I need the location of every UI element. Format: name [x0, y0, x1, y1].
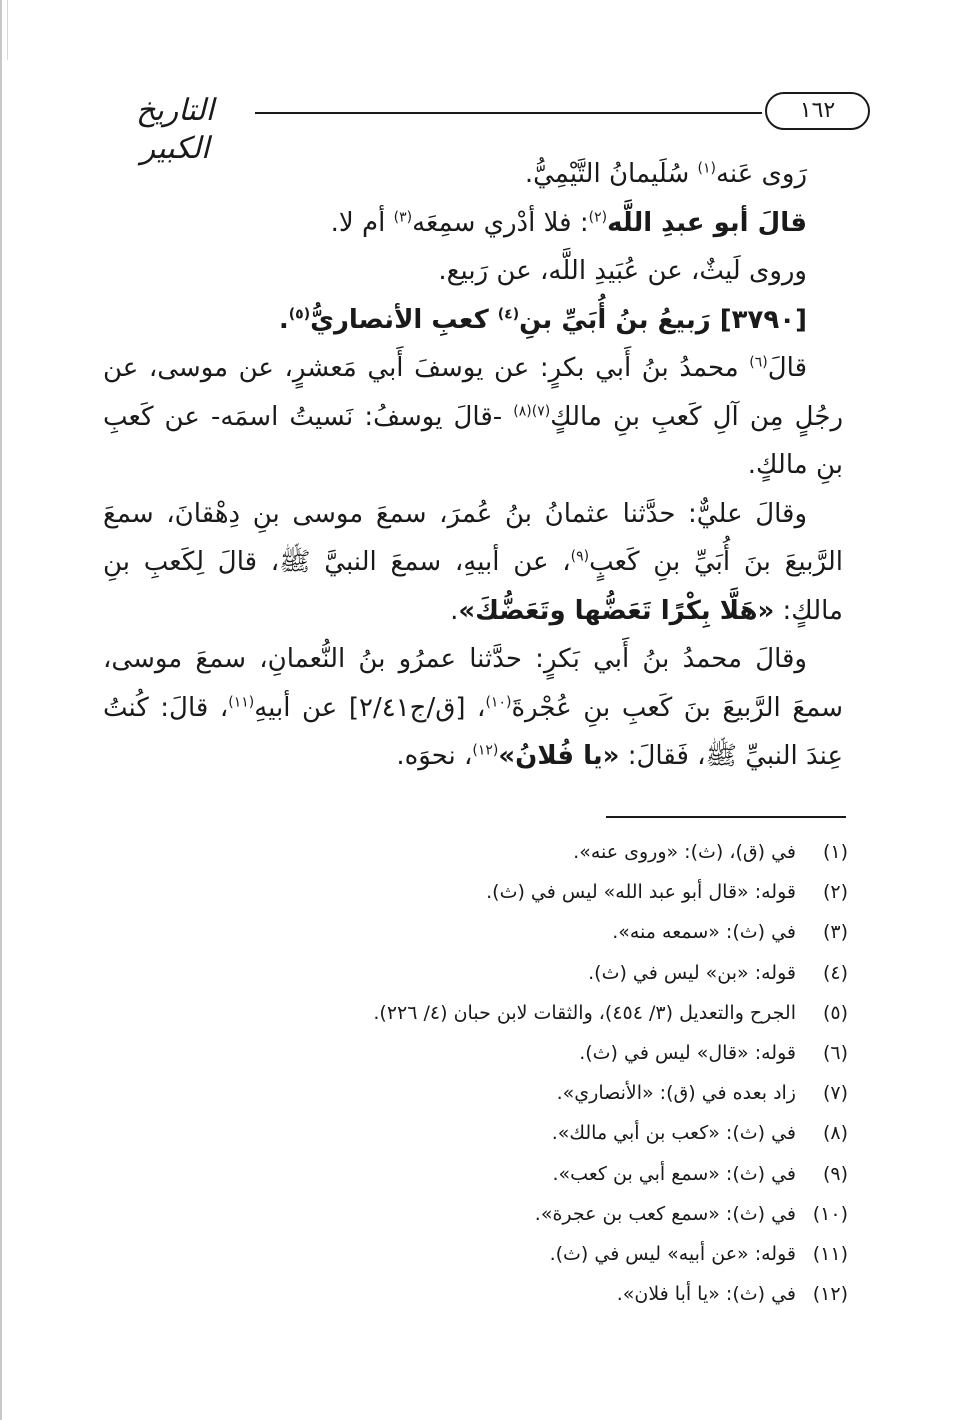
scan-edge-line-secondary	[7, 0, 8, 60]
footnote-item: (٨)في (ث): «كعب بن أبي مالك».	[551, 1122, 848, 1145]
paragraph-6: وقالَ عليٌّ: حدَّثنا عثمانُ بنُ عُمرَ، سمعَ موسى بنِ دِهْقانَ، سمعَ الرَّبيعَ بنَ أُبَيِّ بنِ كَعبٍ$^{(٩)}$، عن أبيهِ، سمعَ النبيَّ ﷺ، قالَ لِكَعبِ بنِ مالكٍ: «هَلَّا بِكْرًا تَعَضُّها وتَعَضُّكَ».	[103, 498, 843, 626]
paragraph-5: قالَ$^{(٦)}$ محمدُ بنُ أَبي بكرٍ: عن يوسفَ أَبي مَعشرٍ، عن موسى، عن رجُلٍ مِن آلِ كَعبِ بنِ مالكٍ$^{(٧)(٨)}$ -قالَ يوسفُ: نَسيتُ اسمَه- عن كَعبِ بنِ مالكٍ.	[103, 353, 844, 480]
footnote-ref: (٥)	[288, 305, 311, 322]
footnote-item: (٢)قوله: «قال أبو عبد الله» ليس في (ث).	[486, 881, 848, 904]
footnotes	[200, 832, 848, 1314]
footnote-item: (١١)قوله: «عن أبيه» ليس في (ث).	[549, 1243, 848, 1266]
footnote-ref: (٦)	[749, 354, 768, 371]
footnote-item: (٥)الجرح والتعديل (٣/ ٤٥٤)، والثقات لابن حبان (٤/ ٢٢٦).	[373, 1001, 848, 1024]
footnote-item: (٣)في (ث): «سمعه منه».	[612, 921, 848, 944]
footnote-ref: (٢)	[588, 208, 608, 225]
hadith-quote: «هَلَّا بِكْرًا تَعَضُّها وتَعَضُّكَ»	[458, 595, 775, 626]
book-title: التاريخ الكبير	[136, 93, 214, 166]
footnote-ref: (١٠)	[485, 693, 512, 710]
paragraph-2: قالَ أبو عبدِ اللَّه$^{(٢)}$: فلا أدْري سمِعَه$^{(٣)}$ أم لا.	[330, 207, 807, 238]
footnote-ref: (٧)(٨)	[513, 402, 551, 419]
footnote-item: (٧)زاد بعده في (ق): «الأنصاري».	[556, 1082, 848, 1105]
footnote-item: (٩)في (ث): «سمع أبي بن كعب».	[552, 1162, 848, 1185]
paragraph-3: وروى لَيثٌ، عن عُبَيدِ اللَّه، عن رَبيع.	[438, 256, 807, 286]
footnote-ref: (٤)	[497, 305, 520, 322]
footnote-ref: (١)	[697, 160, 716, 177]
main-text	[103, 150, 843, 781]
footnote-item: (٦)قوله: «قال» ليس في (ث).	[579, 1042, 848, 1065]
entry-heading: [٣٧٩٠] رَبيعُ بنُ أُبَيِّ بنِ$^{(٤)}$ كعبِ الأنصاريُّ$^{(٥)}$.	[278, 304, 807, 335]
header-rule	[255, 112, 762, 114]
hadith-quote: «يا فُلانُ»	[498, 741, 620, 771]
footnote-item: (٤)قوله: «بن» ليس في (ث).	[588, 961, 848, 984]
page-number-badge: ١٦٢	[765, 92, 870, 130]
footnote-item: (١)في (ق)، (ث): «وروى عنه».	[573, 841, 848, 863]
scan-edge-line	[0, 0, 2, 1420]
footnote-ref: (١٢)	[472, 742, 499, 759]
footnote-divider	[606, 816, 846, 818]
footnote-ref: (١١)	[228, 693, 255, 710]
page-header	[100, 92, 870, 166]
footnote-ref: (٩)	[570, 548, 590, 565]
footnote-ref: (٣)	[393, 208, 413, 225]
paragraph-1: رَوى عَنه$^{(١)}$ سُلَيمانُ التَّيْمِيُّ.	[524, 159, 807, 189]
footnote-item: (١٠)في (ث): «سمع كعب بن عجرة».	[534, 1202, 848, 1225]
footnote-item: (١٢)في (ث): «يا أبا فلان».	[616, 1283, 848, 1306]
paragraph-7: وقالَ محمدُ بنُ أَبي بَكرٍ: حدَّثنا عمرُو بنُ النُّعمانِ، سمعَ موسى، سمعَ الرَّبيعَ بنَ كَعبِ بنِ عُجْرةَ$^{(١٠)}$، [ق/ج٢/٤١] عن أبيهِ$^{(١١)}$، قالَ: كُنتُ عِندَ النبيِّ ﷺ، فَقالَ: «يا فُلانُ»$^{(١٢)}$، نحوَه.	[103, 644, 843, 771]
